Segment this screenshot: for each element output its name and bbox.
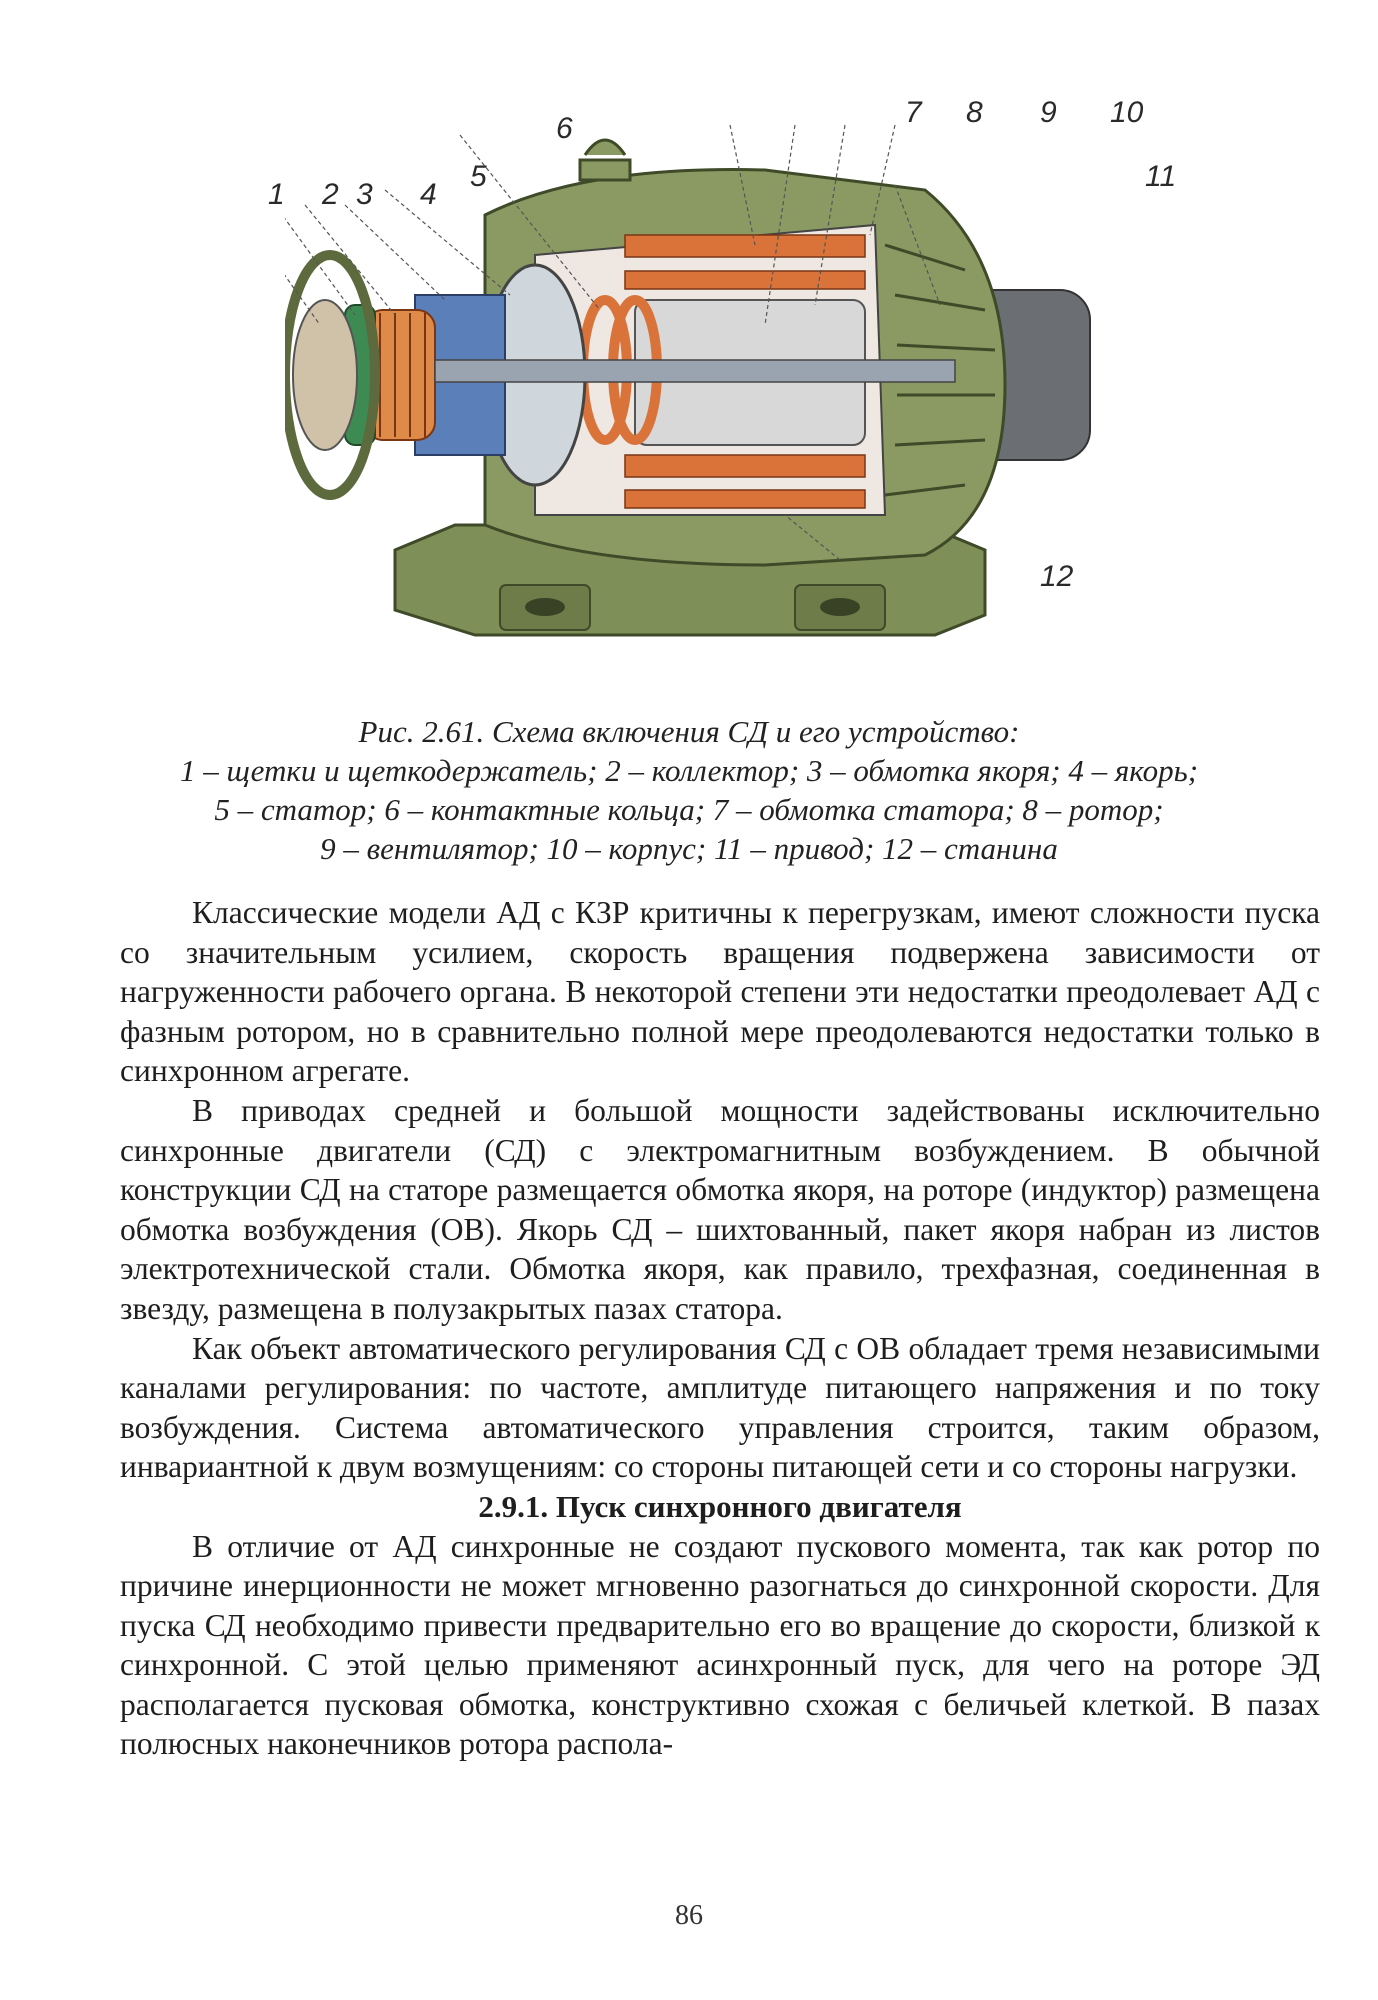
paragraph-2: В приводах средней и большой мощности задействованы исключительно синхронные двигатели (СД) с электромагнитным возбуждением. В обычной конструкции СД на статоре размещается обмотка якоря, на роторе (индуктор) размещена обмотка возбуждения (ОВ). Якорь СД – шихтованный, пакет якоря набран из листов электротехнической стали. Обмотка якоря, как правило, трехфазная, соединенная в звезду, размещена в полузакрытых пазах статора. [120, 1092, 1320, 1326]
brush-holder [293, 300, 357, 450]
callout-6: 6 [556, 112, 573, 145]
callout-10: 10 [1110, 96, 1144, 129]
body-text [120, 893, 1320, 1764]
callout-9: 9 [1040, 96, 1057, 129]
page-number: 86 [675, 1900, 703, 1931]
callout-3: 3 [356, 178, 373, 211]
caption-title: Рис. 2.61. Схема включения СД и его устройство: [358, 714, 1020, 749]
callout-11: 11 [1145, 160, 1177, 193]
caption-legend-line-3: 9 – вентилятор; 10 – корпус; 11 – привод; 12 – станина [320, 831, 1058, 866]
callout-2: 2 [322, 178, 339, 211]
caption-legend-line-2: 5 – статор; 6 – контактные кольца; 7 – обмотка статора; 8 – ротор; [214, 792, 1164, 827]
paragraph-3: Как объект автоматического регулирования СД с ОВ обладает тремя независимыми каналами регулирования: по частоте, амплитуде питающего напряжения и по току возбуждения. Система автоматического управления строится, таким образом, инвариантной к двум возмущениям: со стороны питающей сети и со стороны нагрузки. [120, 1330, 1320, 1485]
section-heading: 2.9.1. Пуск синхронного двигателя [478, 1488, 962, 1524]
callout-12: 12 [1040, 560, 1074, 593]
callout-4: 4 [420, 178, 437, 211]
callout-7: 7 [905, 96, 922, 129]
motor-drawing [285, 95, 1145, 695]
callout-5: 5 [470, 160, 487, 193]
callout-1: 1 [268, 178, 285, 211]
motor-cutaway-illustration [285, 95, 1145, 695]
figure-caption [120, 712, 1258, 868]
caption-legend-line-1: 1 – щетки и щеткодержатель; 2 – коллектор; 3 – обмотка якоря; 4 – якорь; [179, 753, 1199, 788]
lifting-eye [580, 140, 630, 180]
callout-8: 8 [966, 96, 983, 129]
paragraph-4: В отличие от АД синхронные не создают пускового момента, так как ротор по причине инерционности не может мгновенно разогнаться до синхронной скорости. Для пуска СД необходимо привести предварительно его во вращение до скорости, близкой к синхронной. С этой целью применяют асинхронный пуск, для чего на роторе ЭД располагается пусковая обмотка, конструктивно схожая с беличьей клеткой. В пазах полюсных наконечников ротора распола- [120, 1528, 1320, 1762]
shaft [435, 360, 955, 382]
paragraph-1: Классические модели АД с КЗР критичны к перегрузкам, имеют сложности пуска со значительным усилием, скорость вращения подвержена зависимости от нагруженности рабочего органа. В некоторой степени эти недостатки преодолевает АД с фазным ротором, но в сравнительно полной мере преодолеваются недостатки только в синхронном агрегате. [120, 895, 1320, 1089]
